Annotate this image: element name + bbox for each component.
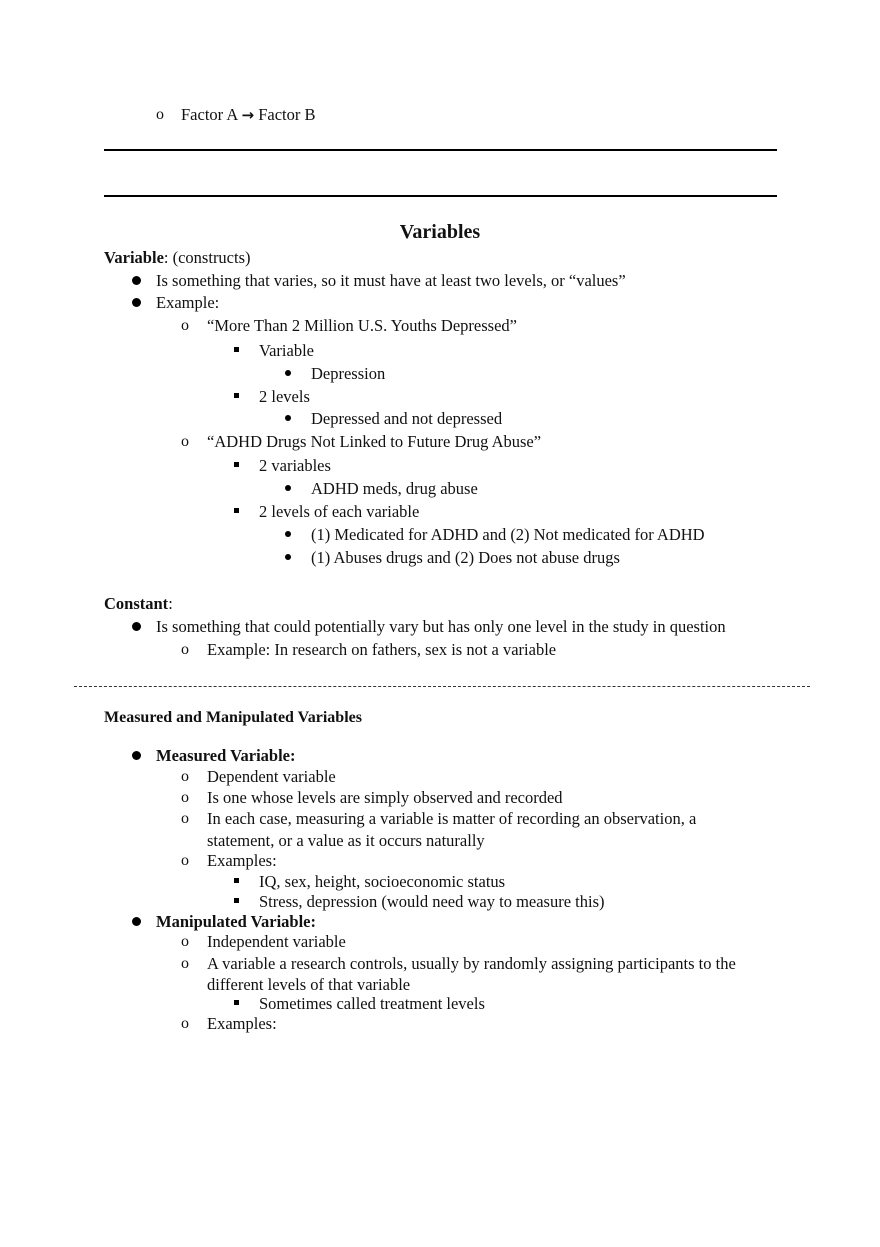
square-bullet-icon	[234, 878, 239, 883]
small-bullet-icon	[285, 415, 291, 421]
measured-item-examples: Examples:	[207, 851, 277, 870]
constant-bullet-1: Is something that could potentially vary but has only one level in the study in question	[156, 617, 726, 636]
variable-definition	[104, 248, 251, 268]
square-bullet-icon	[234, 347, 239, 352]
section-heading-measured-manipulated: Measured and Manipulated Variables	[104, 709, 362, 726]
constant-example: Example: In research on fathers, sex is not a variable	[207, 640, 557, 659]
example-1-variable-label: Variable	[259, 341, 314, 360]
manipulated-variable-label: Manipulated Variable:	[156, 912, 316, 931]
measured-item-3-continued: statement, or a value as it occurs naturally	[207, 831, 485, 850]
factor-a: Factor A	[181, 105, 238, 124]
measured-item-1: Dependent variable	[207, 767, 336, 786]
horizontal-rule-2	[104, 195, 777, 197]
sub-bullet-marker: o	[181, 433, 189, 450]
bullet-icon	[132, 298, 141, 307]
manipulated-item-2: A variable a research controls, usually by randomly assigning participants to the	[207, 954, 736, 973]
measured-variable-label: Measured Variable:	[156, 746, 296, 765]
manipulated-sub-1: Sometimes called treatment levels	[259, 994, 485, 1013]
sub-bullet-marker: o	[181, 852, 189, 869]
sub-bullet-marker: o	[181, 810, 189, 827]
small-bullet-icon	[285, 485, 291, 491]
square-bullet-icon	[234, 1000, 239, 1005]
example-1-headline: “More Than 2 Million U.S. Youths Depressed”	[207, 316, 517, 335]
example-2-headline: “ADHD Drugs Not Linked to Future Drug Abuse”	[207, 432, 542, 451]
variable-bullet-2: Example:	[156, 293, 220, 312]
example-1-levels-value: Depressed and not depressed	[311, 409, 503, 428]
bullet-icon	[132, 622, 141, 631]
manipulated-item-examples: Examples:	[207, 1014, 277, 1033]
sub-bullet-marker: o	[181, 641, 189, 658]
bullet-icon	[132, 751, 141, 760]
sub-bullet-marker: o	[181, 768, 189, 785]
small-bullet-icon	[285, 554, 291, 560]
factor-line	[181, 105, 316, 125]
measured-item-2: Is one whose levels are simply observed and recorded	[207, 788, 563, 807]
example-2-variables-label: 2 variables	[259, 456, 331, 475]
example-2-level-a: (1) Medicated for ADHD and (2) Not medicated for ADHD	[311, 525, 705, 544]
manipulated-item-1: Independent variable	[207, 932, 346, 951]
sub-bullet-marker: o	[181, 933, 189, 950]
sub-bullet-marker: o	[181, 1015, 189, 1032]
variable-bullet-1: Is something that varies, so it must have at least two levels, or “values”	[156, 271, 626, 290]
bullet-icon	[132, 276, 141, 285]
small-bullet-icon	[285, 370, 291, 376]
constant-colon: :	[168, 594, 173, 613]
sub-bullet-marker: o	[181, 789, 189, 806]
dashed-separator	[74, 686, 810, 687]
example-2-level-b: (1) Abuses drugs and (2) Does not abuse drugs	[311, 548, 620, 567]
variable-term-rest: : (constructs)	[163, 248, 251, 267]
example-1-variable-value: Depression	[311, 364, 386, 383]
variable-term: Variable	[104, 248, 164, 267]
measured-item-3: In each case, measuring a variable is matter of recording an observation, a	[207, 809, 697, 828]
square-bullet-icon	[234, 898, 239, 903]
horizontal-rule-1	[104, 149, 777, 151]
example-2-levels-label: 2 levels of each variable	[259, 502, 420, 521]
constant-definition	[104, 594, 173, 614]
factor-b: Factor B	[258, 105, 316, 124]
sub-bullet-marker: o	[181, 317, 189, 334]
measured-example-1: IQ, sex, height, socioeconomic status	[259, 872, 506, 891]
example-1-levels-label: 2 levels	[259, 387, 310, 406]
bullet-icon	[132, 917, 141, 926]
square-bullet-icon	[234, 508, 239, 513]
constant-term: Constant	[104, 594, 169, 613]
small-bullet-icon	[285, 531, 291, 537]
measured-example-2: Stress, depression (would need way to measure this)	[259, 892, 605, 911]
manipulated-item-2-continued: different levels of that variable	[207, 975, 411, 994]
sub-bullet-marker: o	[156, 106, 164, 123]
section-title-variables: Variables	[399, 221, 481, 243]
arrow-right-icon: →	[241, 106, 255, 124]
example-2-variables-value: ADHD meds, drug abuse	[311, 479, 478, 498]
square-bullet-icon	[234, 462, 239, 467]
square-bullet-icon	[234, 393, 239, 398]
sub-bullet-marker: o	[181, 955, 189, 972]
